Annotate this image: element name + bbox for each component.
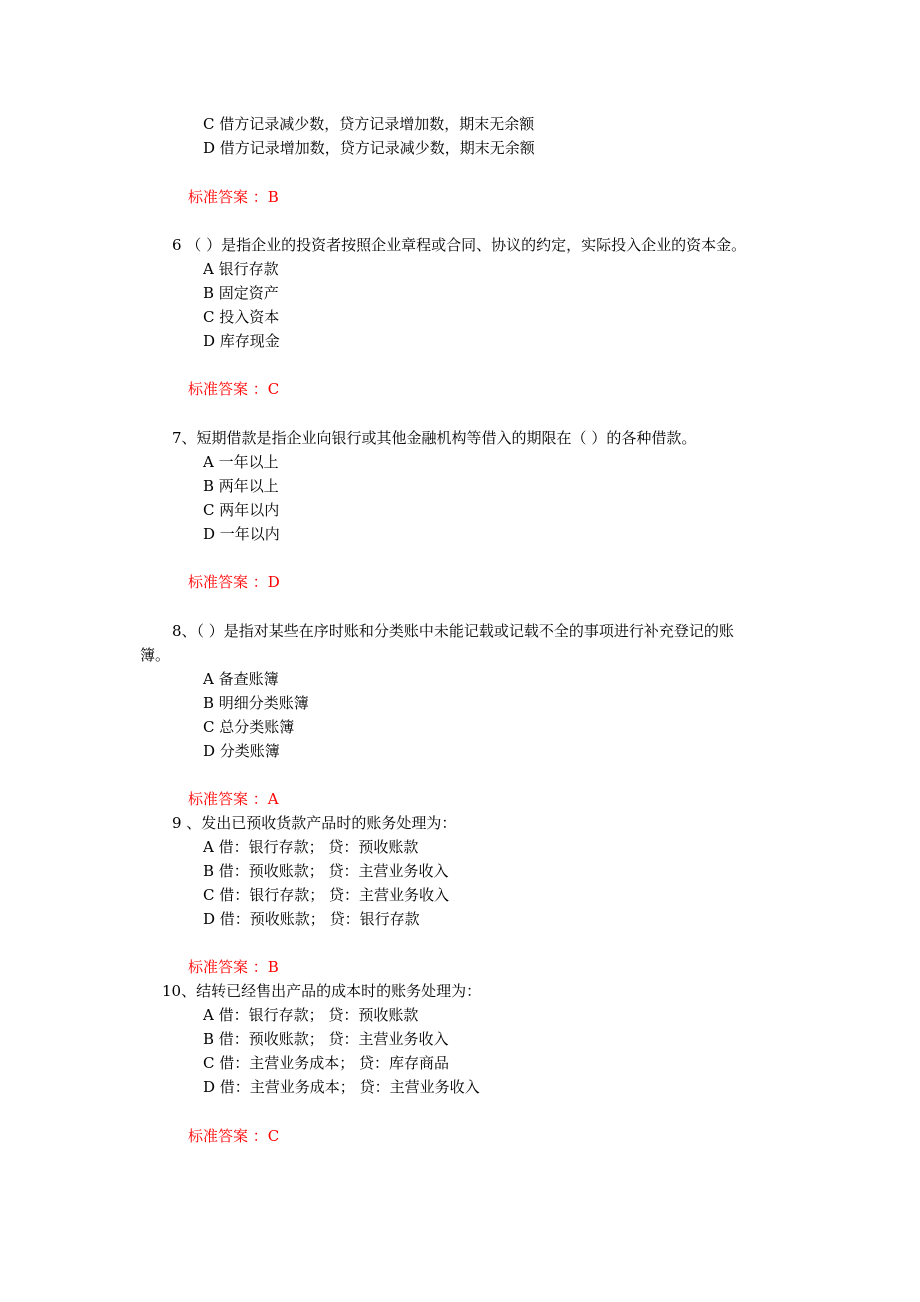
q8-option-c: C 总分类账簿 bbox=[203, 718, 295, 736]
q9-option-c: C 借：银行存款； 贷：主营业务收入 bbox=[203, 886, 450, 904]
q10-answer: 标准答案 ：C bbox=[188, 1127, 280, 1145]
q9-answer: 标准答案 ：B bbox=[188, 958, 279, 976]
q9-option-d: D 借：预收账款； 贷：银行存款 bbox=[203, 910, 420, 928]
q10-option-c: C 借：主营业务成本； 贷：库存商品 bbox=[203, 1054, 450, 1072]
prev-answer: 标准答案 ：B bbox=[188, 188, 279, 206]
q8-option-b: B 明细分类账簿 bbox=[203, 694, 309, 712]
q6-answer: 标准答案 ：C bbox=[188, 380, 280, 398]
q6-question: 6 （ ）是指企业的投资者按照企业章程或合同、协议的约定，实际投入企业的资本金。 bbox=[172, 236, 747, 254]
q10-option-a: A 借：银行存款； 贷：预收账款 bbox=[203, 1006, 419, 1024]
q6-option-d: D 库存现金 bbox=[203, 332, 280, 350]
q6-option-b: B 固定资产 bbox=[203, 284, 279, 302]
q9-option-b: B 借：预收账款； 贷：主营业务收入 bbox=[203, 862, 449, 880]
prev-option-c: C 借方记录减少数，贷方记录增加数，期末无余额 bbox=[203, 115, 535, 133]
q8-question-line1: 8、（ ）是指对某些在序时账和分类账中未能记载或记载不全的事项进行补充登记的账 bbox=[172, 622, 734, 640]
q10-option-b: B 借：预收账款； 贷：主营业务收入 bbox=[203, 1030, 449, 1048]
q6-option-a: A 银行存款 bbox=[203, 260, 279, 278]
q10-question: 10、结转已经售出产品的成本时的账务处理为： bbox=[162, 982, 482, 1000]
q9-question: 9 、发出已预收货款产品时的账务处理为： bbox=[172, 814, 457, 832]
q7-option-a: A 一年以上 bbox=[203, 453, 279, 471]
q8-question-line2: 簿。 bbox=[140, 646, 171, 664]
q8-option-d: D 分类账簿 bbox=[203, 742, 280, 760]
q7-answer: 标准答案 ：D bbox=[188, 573, 280, 591]
q10-option-d: D 借：主营业务成本； 贷：主营业务收入 bbox=[203, 1078, 480, 1096]
q7-option-d: D 一年以内 bbox=[203, 525, 280, 543]
q8-answer: 标准答案 ：A bbox=[188, 790, 279, 808]
q9-option-a: A 借：银行存款； 贷：预收账款 bbox=[203, 838, 419, 856]
q7-option-c: C 两年以内 bbox=[203, 501, 280, 519]
q6-option-c: C 投入资本 bbox=[203, 308, 280, 326]
q7-question: 7、短期借款是指企业向银行或其他金融机构等借入的期限在（ ）的各种借款。 bbox=[172, 429, 697, 447]
q7-option-b: B 两年以上 bbox=[203, 477, 279, 495]
prev-option-d: D 借方记录增加数，贷方记录减少数，期末无余额 bbox=[203, 139, 535, 157]
q8-option-a: A 备查账簿 bbox=[203, 670, 279, 688]
